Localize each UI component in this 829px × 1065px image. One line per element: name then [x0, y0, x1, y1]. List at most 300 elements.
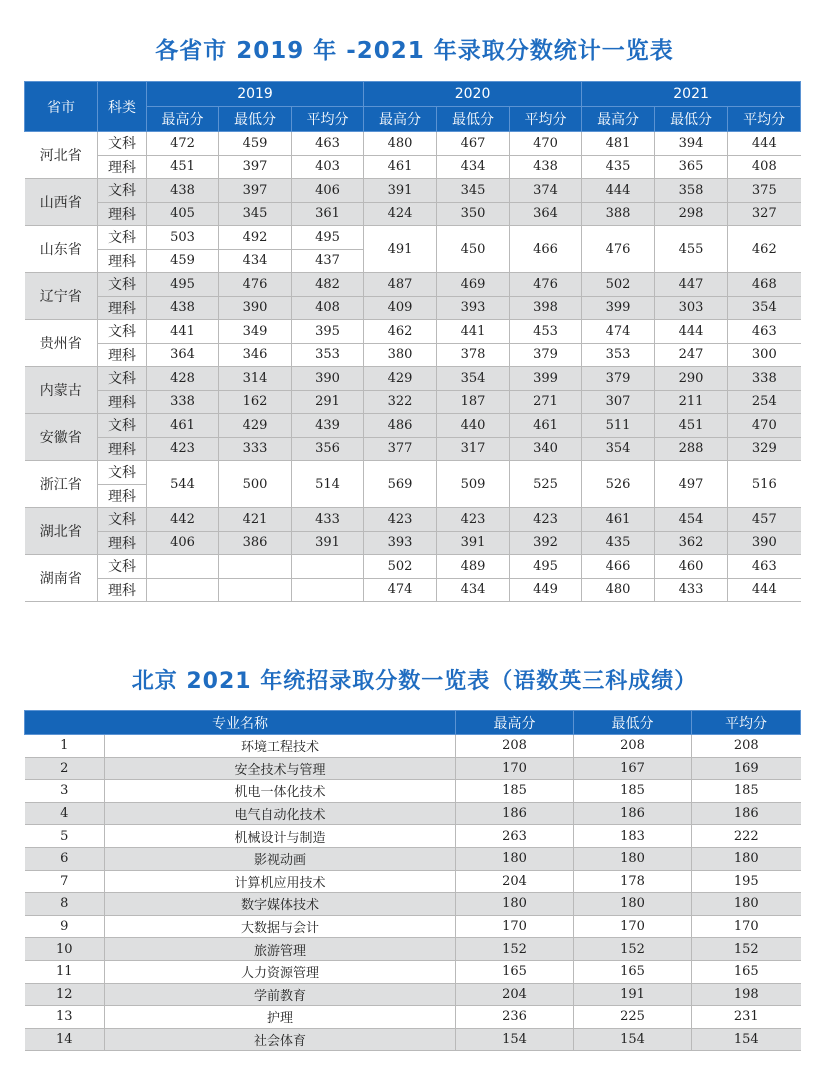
- table-row: [25, 1006, 801, 1029]
- score-cell: 474: [364, 578, 437, 602]
- header-min: 最低分: [574, 711, 692, 735]
- table-row: [25, 367, 801, 391]
- score-cell: 392: [510, 531, 582, 555]
- table-row: [25, 155, 801, 179]
- max-score-cell: 154: [456, 1028, 574, 1051]
- score-cell: 428: [147, 367, 219, 391]
- score-cell: 429: [219, 414, 292, 438]
- table-row: [25, 780, 801, 803]
- max-score-cell: 170: [456, 915, 574, 938]
- score-cell: 403: [292, 155, 364, 179]
- table-row: [25, 555, 801, 579]
- score-cell: 377: [364, 437, 437, 461]
- score-cell: 481: [582, 132, 655, 156]
- table-row: [25, 296, 801, 320]
- score-cell: 354: [582, 437, 655, 461]
- score-cell: 438: [510, 155, 582, 179]
- score-cell: 338: [147, 390, 219, 414]
- score-cell: 353: [292, 343, 364, 367]
- subject-cell: 文科: [98, 508, 147, 532]
- avg-score-cell: 222: [692, 825, 801, 848]
- table1-title: 各省市 2019 年 -2021 年录取分数统计一览表: [155, 38, 674, 64]
- province-cell: 安徽省: [25, 414, 98, 461]
- subject-cell: 理科: [98, 390, 147, 414]
- score-cell: 440: [437, 414, 510, 438]
- max-score-cell: 185: [456, 780, 574, 803]
- score-cell: 345: [437, 179, 510, 203]
- header-subject: 科类: [98, 82, 147, 132]
- score-cell: 462: [364, 320, 437, 344]
- table-row: [25, 825, 801, 848]
- score-cell: 466: [510, 226, 582, 273]
- index-cell: 9: [25, 915, 105, 938]
- score-cell: 338: [728, 367, 801, 391]
- max-score-cell: 186: [456, 802, 574, 825]
- province-cell: 山西省: [25, 179, 98, 226]
- major-name-cell: 旅游管理: [105, 938, 456, 961]
- score-cell: 421: [219, 508, 292, 532]
- score-cell: 314: [219, 367, 292, 391]
- score-cell: 350: [437, 202, 510, 226]
- province-cell: 贵州省: [25, 320, 98, 367]
- score-cell: [219, 555, 292, 579]
- score-cell: 406: [147, 531, 219, 555]
- score-cell: 399: [510, 367, 582, 391]
- score-cell: 406: [292, 179, 364, 203]
- avg-score-cell: 186: [692, 802, 801, 825]
- score-cell: 437: [292, 249, 364, 273]
- score-cell: 444: [728, 132, 801, 156]
- province-cell: 河北省: [25, 132, 98, 179]
- major-name-cell: 社会体育: [105, 1028, 456, 1051]
- score-cell: 424: [364, 202, 437, 226]
- score-cell: 362: [655, 531, 728, 555]
- table-row: [25, 320, 801, 344]
- table-row: [25, 226, 801, 250]
- table-row: [25, 202, 801, 226]
- min-score-cell: 225: [574, 1006, 692, 1029]
- score-cell: 461: [582, 508, 655, 532]
- subject-cell: 文科: [98, 555, 147, 579]
- min-score-cell: 154: [574, 1028, 692, 1051]
- score-cell: 514: [292, 461, 364, 508]
- province-table-body: [25, 132, 801, 602]
- score-cell: 364: [147, 343, 219, 367]
- min-score-cell: 191: [574, 983, 692, 1006]
- score-cell: 569: [364, 461, 437, 508]
- score-cell: 435: [582, 155, 655, 179]
- table-row: [25, 343, 801, 367]
- header-max: 最高分: [582, 107, 655, 132]
- score-cell: 487: [364, 273, 437, 297]
- index-cell: 3: [25, 780, 105, 803]
- score-cell: 441: [437, 320, 510, 344]
- table-row: [25, 273, 801, 297]
- score-cell: 349: [219, 320, 292, 344]
- max-score-cell: 152: [456, 938, 574, 961]
- major-name-cell: 护理: [105, 1006, 456, 1029]
- header-max: 最高分: [147, 107, 219, 132]
- subject-cell: 理科: [98, 155, 147, 179]
- score-cell: 303: [655, 296, 728, 320]
- score-cell: [219, 578, 292, 602]
- score-cell: 474: [582, 320, 655, 344]
- min-score-cell: 165: [574, 960, 692, 983]
- avg-score-cell: 231: [692, 1006, 801, 1029]
- score-cell: 451: [655, 414, 728, 438]
- score-cell: 439: [292, 414, 364, 438]
- avg-score-cell: 170: [692, 915, 801, 938]
- score-cell: 526: [582, 461, 655, 508]
- score-cell: [147, 555, 219, 579]
- min-score-cell: 185: [574, 780, 692, 803]
- score-cell: 461: [364, 155, 437, 179]
- major-name-cell: 机械设计与制造: [105, 825, 456, 848]
- score-cell: 495: [292, 226, 364, 250]
- score-cell: 480: [364, 132, 437, 156]
- score-cell: 444: [582, 179, 655, 203]
- header-max: 最高分: [456, 711, 574, 735]
- score-cell: 434: [437, 578, 510, 602]
- header-avg: 平均分: [510, 107, 582, 132]
- score-cell: 317: [437, 437, 510, 461]
- header-min: 最低分: [219, 107, 292, 132]
- score-cell: 361: [292, 202, 364, 226]
- subject-cell: 文科: [98, 414, 147, 438]
- min-score-cell: 180: [574, 847, 692, 870]
- header-avg: 平均分: [292, 107, 364, 132]
- score-cell: 378: [437, 343, 510, 367]
- score-cell: 380: [364, 343, 437, 367]
- header-year-2019: 2019: [147, 82, 364, 107]
- table-row: [25, 390, 801, 414]
- province-cell: 辽宁省: [25, 273, 98, 320]
- max-score-cell: 263: [456, 825, 574, 848]
- score-cell: 453: [510, 320, 582, 344]
- score-cell: 468: [728, 273, 801, 297]
- max-score-cell: 165: [456, 960, 574, 983]
- max-score-cell: 204: [456, 870, 574, 893]
- score-cell: 482: [292, 273, 364, 297]
- index-cell: 11: [25, 960, 105, 983]
- score-cell: 466: [582, 555, 655, 579]
- avg-score-cell: 154: [692, 1028, 801, 1051]
- major-name-cell: 计算机应用技术: [105, 870, 456, 893]
- province-cell: 山东省: [25, 226, 98, 273]
- avg-score-cell: 195: [692, 870, 801, 893]
- province-cell: 浙江省: [25, 461, 98, 508]
- province-cell: 湖北省: [25, 508, 98, 555]
- subject-cell: 文科: [98, 367, 147, 391]
- subject-cell: 文科: [98, 461, 147, 485]
- avg-score-cell: 180: [692, 893, 801, 916]
- header-year-2020: 2020: [364, 82, 582, 107]
- min-score-cell: 183: [574, 825, 692, 848]
- score-cell: 187: [437, 390, 510, 414]
- max-score-cell: 236: [456, 1006, 574, 1029]
- score-cell: 364: [510, 202, 582, 226]
- header-min: 最低分: [655, 107, 728, 132]
- score-cell: 354: [437, 367, 510, 391]
- subject-cell: 文科: [98, 273, 147, 297]
- score-cell: 300: [728, 343, 801, 367]
- avg-score-cell: 198: [692, 983, 801, 1006]
- score-cell: 391: [364, 179, 437, 203]
- beijing-table-body: [25, 735, 801, 1051]
- index-cell: 6: [25, 847, 105, 870]
- table-row: [25, 735, 801, 758]
- table-row: [25, 508, 801, 532]
- subject-cell: 文科: [98, 226, 147, 250]
- score-cell: 340: [510, 437, 582, 461]
- index-cell: 1: [25, 735, 105, 758]
- score-cell: 516: [728, 461, 801, 508]
- score-cell: 345: [219, 202, 292, 226]
- score-cell: 544: [147, 461, 219, 508]
- score-cell: 346: [219, 343, 292, 367]
- header-province: 省市: [25, 82, 98, 132]
- max-score-cell: 180: [456, 847, 574, 870]
- score-cell: [292, 555, 364, 579]
- max-score-cell: 204: [456, 983, 574, 1006]
- score-cell: 454: [655, 508, 728, 532]
- score-cell: 423: [437, 508, 510, 532]
- score-cell: 408: [728, 155, 801, 179]
- table-row: [25, 960, 801, 983]
- max-score-cell: 170: [456, 757, 574, 780]
- major-name-cell: 机电一体化技术: [105, 780, 456, 803]
- table-row: [25, 938, 801, 961]
- min-score-cell: 208: [574, 735, 692, 758]
- score-cell: 455: [655, 226, 728, 273]
- score-cell: 386: [219, 531, 292, 555]
- score-cell: 476: [510, 273, 582, 297]
- score-cell: 374: [510, 179, 582, 203]
- score-cell: 449: [510, 578, 582, 602]
- score-cell: 375: [728, 179, 801, 203]
- major-name-cell: 环境工程技术: [105, 735, 456, 758]
- index-cell: 7: [25, 870, 105, 893]
- score-cell: 391: [437, 531, 510, 555]
- index-cell: 13: [25, 1006, 105, 1029]
- score-cell: 503: [147, 226, 219, 250]
- score-cell: 329: [728, 437, 801, 461]
- score-cell: 327: [728, 202, 801, 226]
- province-cell: 内蒙古: [25, 367, 98, 414]
- header-major-name: 专业名称: [25, 711, 456, 735]
- major-name-cell: 学前教育: [105, 983, 456, 1006]
- province-score-table: [24, 81, 801, 602]
- avg-score-cell: 165: [692, 960, 801, 983]
- score-cell: 525: [510, 461, 582, 508]
- score-cell: 434: [219, 249, 292, 273]
- table-row: [25, 870, 801, 893]
- table-row: [25, 414, 801, 438]
- score-cell: 322: [364, 390, 437, 414]
- header-avg: 平均分: [728, 107, 801, 132]
- score-cell: 354: [728, 296, 801, 320]
- score-cell: 307: [582, 390, 655, 414]
- score-cell: 393: [437, 296, 510, 320]
- index-cell: 14: [25, 1028, 105, 1051]
- score-cell: 390: [728, 531, 801, 555]
- score-cell: 441: [147, 320, 219, 344]
- score-cell: 442: [147, 508, 219, 532]
- score-cell: 211: [655, 390, 728, 414]
- score-cell: 423: [510, 508, 582, 532]
- score-cell: 379: [510, 343, 582, 367]
- score-cell: 463: [292, 132, 364, 156]
- score-cell: 497: [655, 461, 728, 508]
- subject-cell: 理科: [98, 343, 147, 367]
- avg-score-cell: 152: [692, 938, 801, 961]
- score-cell: 433: [292, 508, 364, 532]
- table-row: [25, 531, 801, 555]
- score-cell: 434: [437, 155, 510, 179]
- table-row: [25, 893, 801, 916]
- major-name-cell: 影视动画: [105, 847, 456, 870]
- table-row: [25, 578, 801, 602]
- score-cell: 394: [655, 132, 728, 156]
- subject-cell: 理科: [98, 578, 147, 602]
- score-cell: 397: [219, 179, 292, 203]
- header-min: 最低分: [437, 107, 510, 132]
- score-cell: 429: [364, 367, 437, 391]
- score-cell: 271: [510, 390, 582, 414]
- index-cell: 8: [25, 893, 105, 916]
- score-cell: 395: [292, 320, 364, 344]
- table-row: [25, 757, 801, 780]
- score-cell: 399: [582, 296, 655, 320]
- score-cell: 397: [219, 155, 292, 179]
- score-cell: 480: [582, 578, 655, 602]
- subject-cell: 理科: [98, 531, 147, 555]
- subject-cell: 理科: [98, 296, 147, 320]
- avg-score-cell: 185: [692, 780, 801, 803]
- score-cell: 409: [364, 296, 437, 320]
- index-cell: 10: [25, 938, 105, 961]
- score-cell: 459: [147, 249, 219, 273]
- score-cell: 391: [292, 531, 364, 555]
- major-name-cell: 数字媒体技术: [105, 893, 456, 916]
- score-cell: 444: [655, 320, 728, 344]
- beijing-score-table: [24, 710, 801, 1051]
- score-cell: 333: [219, 437, 292, 461]
- score-cell: 511: [582, 414, 655, 438]
- index-cell: 4: [25, 802, 105, 825]
- score-cell: 288: [655, 437, 728, 461]
- score-cell: 476: [582, 226, 655, 273]
- score-cell: 500: [219, 461, 292, 508]
- score-cell: 423: [147, 437, 219, 461]
- min-score-cell: 186: [574, 802, 692, 825]
- major-name-cell: 人力资源管理: [105, 960, 456, 983]
- min-score-cell: 170: [574, 915, 692, 938]
- score-cell: 353: [582, 343, 655, 367]
- avg-score-cell: 180: [692, 847, 801, 870]
- table2-title: 北京 2021 年统招录取分数一览表（语数英三科成绩）: [131, 669, 698, 694]
- index-cell: 5: [25, 825, 105, 848]
- table-row: [25, 847, 801, 870]
- score-cell: 463: [728, 320, 801, 344]
- score-cell: 388: [582, 202, 655, 226]
- score-cell: 435: [582, 531, 655, 555]
- min-score-cell: 152: [574, 938, 692, 961]
- score-cell: 495: [510, 555, 582, 579]
- score-cell: [292, 578, 364, 602]
- score-cell: 423: [364, 508, 437, 532]
- avg-score-cell: 208: [692, 735, 801, 758]
- score-cell: 356: [292, 437, 364, 461]
- score-cell: 365: [655, 155, 728, 179]
- header-max: 最高分: [364, 107, 437, 132]
- major-name-cell: 安全技术与管理: [105, 757, 456, 780]
- subject-cell: 文科: [98, 132, 147, 156]
- avg-score-cell: 169: [692, 757, 801, 780]
- subject-cell: 理科: [98, 484, 147, 508]
- score-cell: 492: [219, 226, 292, 250]
- score-cell: 390: [292, 367, 364, 391]
- max-score-cell: 208: [456, 735, 574, 758]
- score-cell: 459: [219, 132, 292, 156]
- score-cell: 502: [582, 273, 655, 297]
- min-score-cell: 180: [574, 893, 692, 916]
- min-score-cell: 178: [574, 870, 692, 893]
- score-cell: 495: [147, 273, 219, 297]
- score-cell: [147, 578, 219, 602]
- score-cell: 462: [728, 226, 801, 273]
- score-cell: 470: [510, 132, 582, 156]
- table-row: [25, 802, 801, 825]
- score-cell: 438: [147, 179, 219, 203]
- score-cell: 290: [655, 367, 728, 391]
- score-cell: 457: [728, 508, 801, 532]
- score-cell: 358: [655, 179, 728, 203]
- index-cell: 2: [25, 757, 105, 780]
- table-row: [25, 461, 801, 485]
- score-cell: 393: [364, 531, 437, 555]
- header-avg: 平均分: [692, 711, 801, 735]
- subject-cell: 文科: [98, 320, 147, 344]
- score-cell: 472: [147, 132, 219, 156]
- table-row: [25, 437, 801, 461]
- score-cell: 447: [655, 273, 728, 297]
- score-cell: 460: [655, 555, 728, 579]
- score-cell: 444: [728, 578, 801, 602]
- index-cell: 12: [25, 983, 105, 1006]
- score-cell: 491: [364, 226, 437, 273]
- max-score-cell: 180: [456, 893, 574, 916]
- score-cell: 450: [437, 226, 510, 273]
- subject-cell: 理科: [98, 249, 147, 273]
- table-row: [25, 915, 801, 938]
- score-cell: 291: [292, 390, 364, 414]
- table-row: [25, 132, 801, 156]
- score-cell: 467: [437, 132, 510, 156]
- subject-cell: 理科: [98, 202, 147, 226]
- score-cell: 398: [510, 296, 582, 320]
- score-cell: 162: [219, 390, 292, 414]
- score-cell: 486: [364, 414, 437, 438]
- major-name-cell: 大数据与会计: [105, 915, 456, 938]
- score-cell: 405: [147, 202, 219, 226]
- province-cell: 湖南省: [25, 555, 98, 602]
- score-cell: 451: [147, 155, 219, 179]
- subject-cell: 文科: [98, 179, 147, 203]
- min-score-cell: 167: [574, 757, 692, 780]
- score-cell: 390: [219, 296, 292, 320]
- table-row: [25, 179, 801, 203]
